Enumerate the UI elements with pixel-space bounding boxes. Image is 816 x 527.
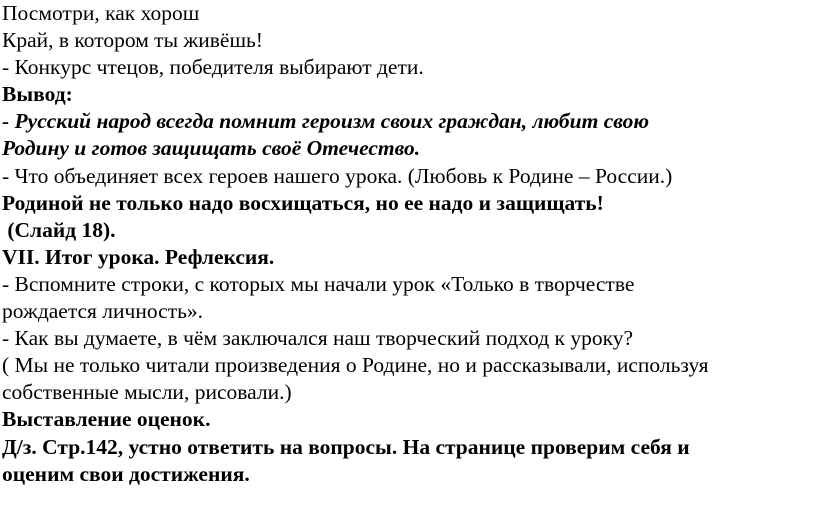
conclusion-heading: Вывод: bbox=[2, 82, 73, 107]
reflection-question-1-line-1: - Вспомните строки, с которых мы начали урок «Только в творчестве bbox=[2, 271, 635, 296]
grading-heading: Выставление оценок. bbox=[2, 407, 211, 432]
homework-line-2: оценим свои достижения. bbox=[2, 461, 250, 486]
reflection-answer-line-1: ( Мы не только читали произведения о Родине, но и рассказывали, используя bbox=[2, 353, 709, 378]
homework-line-1: Д/з. Стр.142, устно ответить на вопросы. На странице проверим себя и bbox=[2, 434, 690, 459]
reflection-question-2: - Как вы думаете, в чём заключался наш творческий подход к уроку? bbox=[2, 326, 634, 351]
reflection-answer-line-2: собственные мысли, рисовали.) bbox=[2, 380, 292, 405]
document-page bbox=[2, 0, 814, 488]
reflection-question-1-line-2: рождается личность». bbox=[2, 299, 204, 324]
conclusion-text-line-2: Родину и готов защищать своё Отечество. bbox=[2, 136, 421, 161]
section-heading-summary: VII. Итог урока. Рефлексия. bbox=[2, 244, 275, 269]
slide-reference: (Слайд 18). bbox=[2, 217, 116, 242]
conclusion-text-line-1: - Русский народ всегда помнит героизм своих граждан, любит свою bbox=[2, 109, 650, 134]
poem-line-2: Край, в котором ты живёшь! bbox=[2, 28, 263, 53]
poem-line-1: Посмотри, как хорош bbox=[2, 1, 200, 25]
reading-contest-line: - Конкурс чтецов, победителя выбирают дети. bbox=[2, 55, 424, 80]
question-heroes-line: - Что объединяет всех героев нашего урока. (Любовь к Родине – России.) bbox=[2, 163, 673, 188]
homeland-statement: Родиной не только надо восхищаться, но ее надо и защищать! bbox=[2, 190, 604, 215]
